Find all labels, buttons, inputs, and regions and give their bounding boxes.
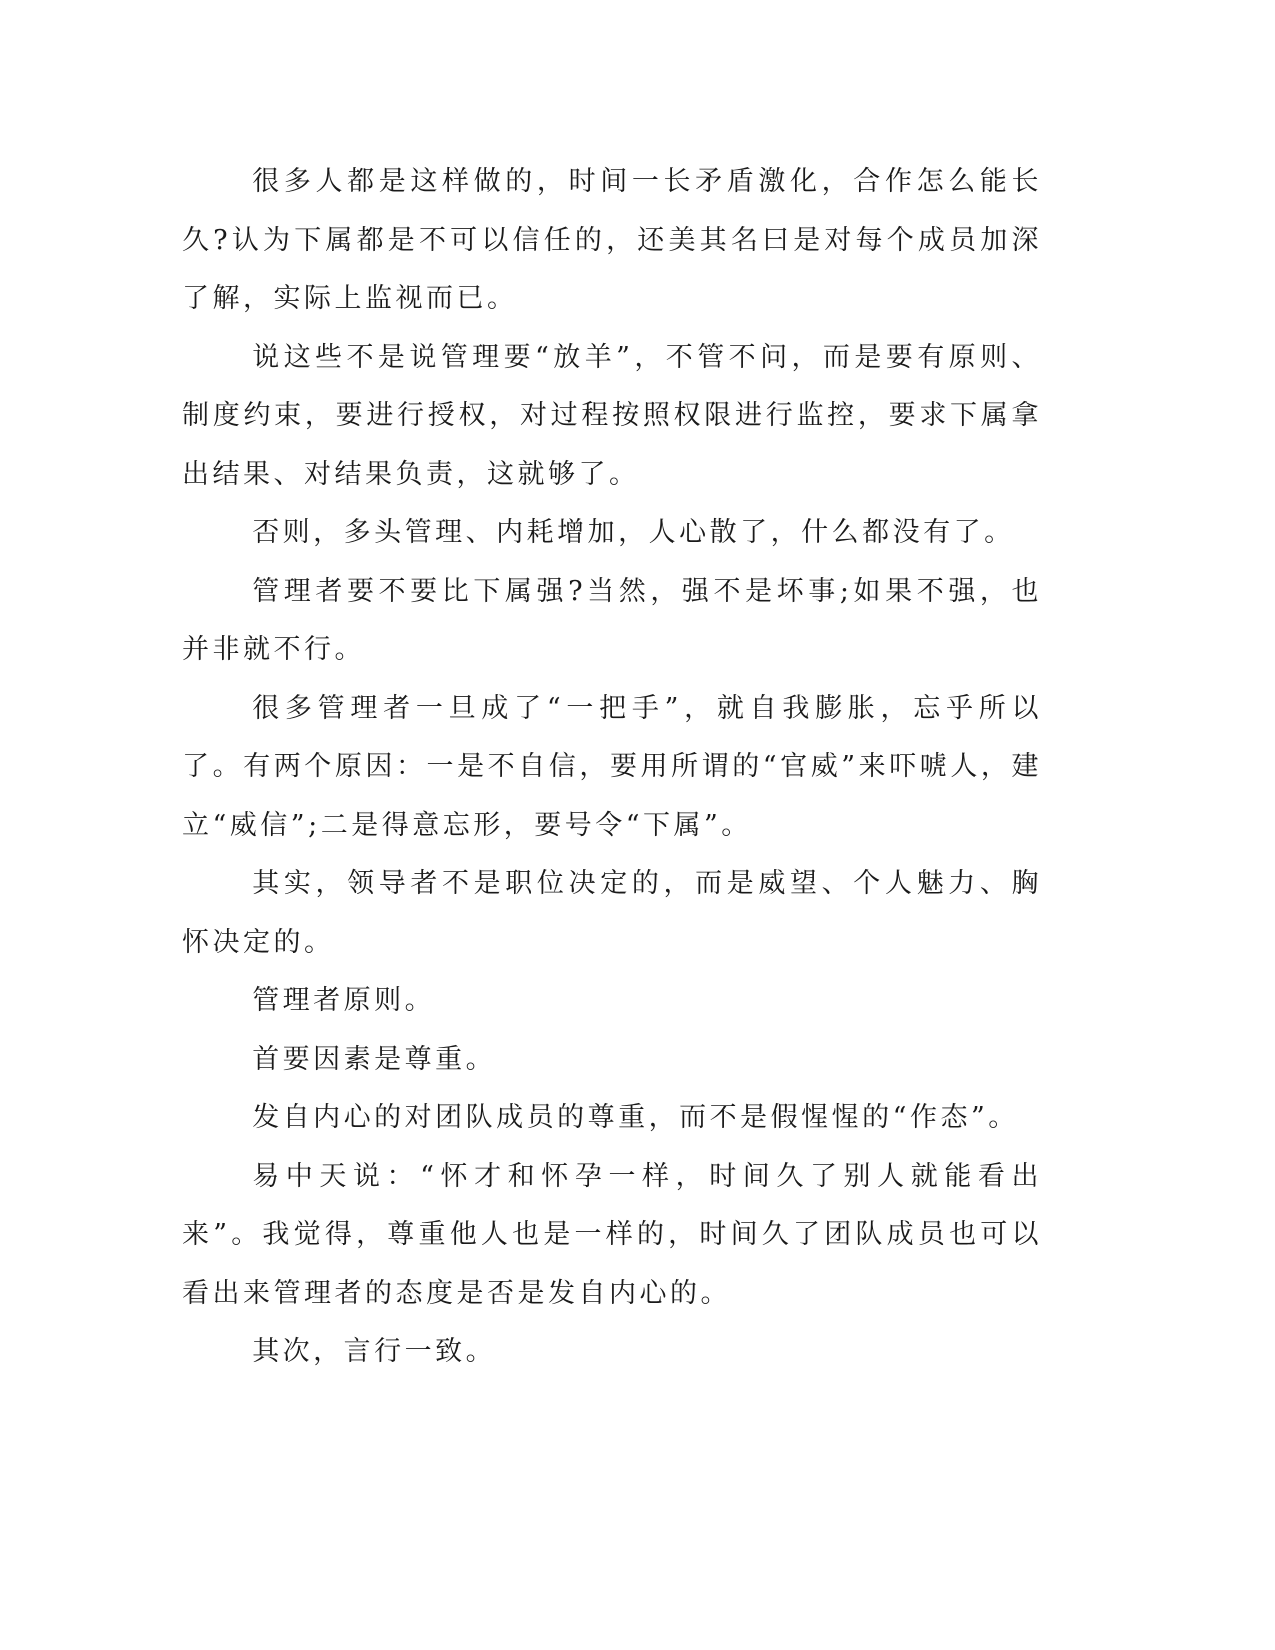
paragraph: 其次，言行一致。 — [252, 1336, 497, 1367]
paragraph: 很多管理者一旦成了“一把手”，就自我膨胀，忘乎所以了。有两个原因：一是不自信，要用所谓的“官威”来吓唬人，建立“威信”;二是得意忘形，要号令“下属”。 — [182, 692, 1042, 841]
paragraph: 管理者原则。 — [252, 985, 436, 1016]
paragraph: 管理者要不要比下属强?当然，强不是坏事;如果不强，也并非就不行。 — [182, 575, 1042, 665]
paragraph: 其实，领导者不是职位决定的，而是威望、个人魅力、胸怀决定的。 — [182, 868, 1042, 958]
paragraph: 否则，多头管理、内耗增加，人心散了，什么都没有了。 — [252, 517, 1015, 548]
paragraph: 发自内心的对团队成员的尊重，而不是假惺惺的“作态”。 — [252, 1102, 1019, 1133]
paragraph: 首要因素是尊重。 — [252, 1043, 497, 1075]
document-body — [182, 153, 1042, 1382]
paragraph: 易中天说：“怀才和怀孕一样，时间久了别人就能看出来”。我觉得，尊重他人也是一样的，时间久了团队成员也可以看出来管理者的态度是否是发自内心的。 — [182, 1160, 1042, 1309]
paragraph: 很多人都是这样做的，时间一长矛盾激化，合作怎么能长久?认为下属都是不可以信任的，还美其名曰是对每个成员加深了解，实际上监视而已。 — [182, 166, 1042, 314]
paragraph: 说这些不是说管理要“放羊”，不管不问，而是要有原则、制度约束，要进行授权，对过程按照权限进行监控，要求下属拿出结果、对结果负责，这就够了。 — [182, 341, 1042, 490]
